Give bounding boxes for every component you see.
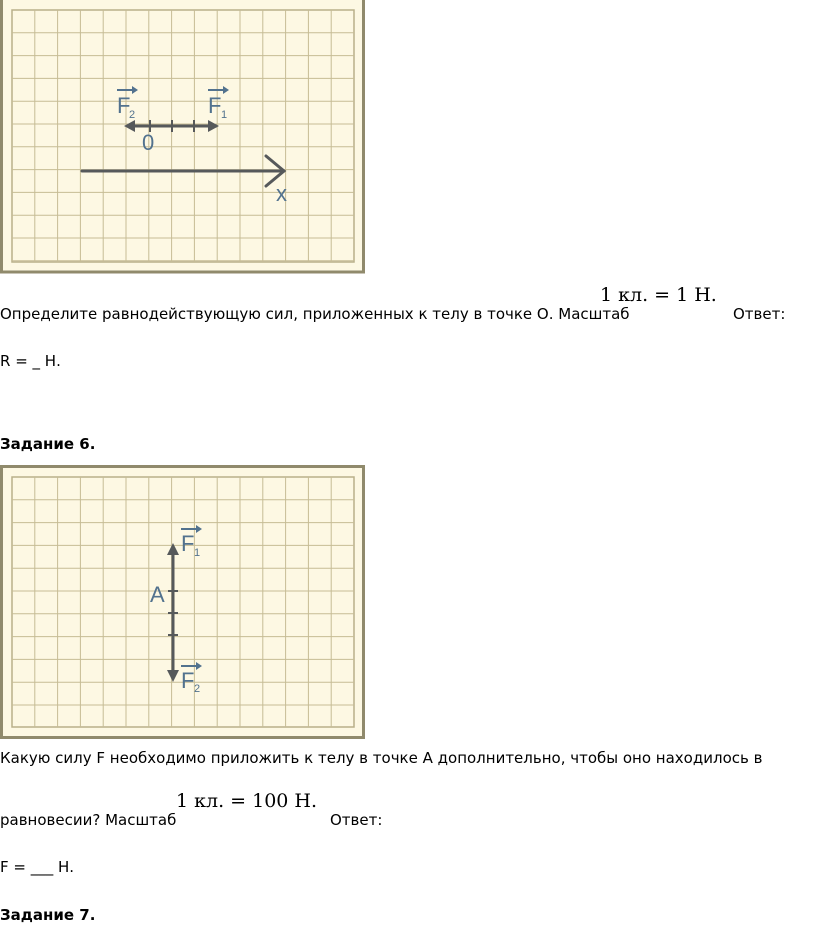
task6-question-line1: Какую силу F необходимо приложить к телу в точке А дополнительно, чтобы оно находилось в (0, 749, 763, 767)
task5-scale-formula: 1 кл. = 1 Н. (600, 284, 717, 306)
f1-subscript: 1 (221, 109, 228, 121)
task6-question-line2: равновесии? Масштаб (0, 811, 177, 829)
task5-question: Определите равнодействующую сил, приложенных к телу в точке О. Масштаб (0, 305, 630, 323)
task6-heading: Задание 6. (0, 435, 96, 453)
axis-x-label: x (276, 181, 287, 206)
figure-forces-at-point-a (0, 465, 366, 740)
grid-figure-1 (0, 0, 366, 274)
f1-label: F (208, 93, 222, 118)
grid-figure-2 (0, 465, 366, 740)
task6-answer-line: F = ___ Н. (0, 858, 75, 876)
point-a-label: A (150, 582, 165, 607)
origin-label: 0 (142, 130, 155, 155)
figure-forces-on-x-axis (0, 0, 366, 274)
figure-frame (2, 467, 364, 738)
f1-subscript: 1 (194, 547, 201, 559)
task6-answer-label: Ответ: (330, 811, 383, 829)
task6-scale-formula: 1 кл. = 100 Н. (176, 790, 318, 812)
f2-subscript: 2 (194, 683, 201, 695)
task5-answer-label: Ответ: (733, 305, 786, 323)
f2-label: F (117, 93, 131, 118)
f1-label: F (181, 531, 195, 556)
task7-heading: Задание 7. (0, 906, 96, 924)
figure-frame (2, 0, 364, 272)
f2-subscript: 2 (129, 109, 136, 121)
f2-label: F (181, 668, 195, 693)
task5-answer-line: R = _ Н. (0, 352, 61, 370)
